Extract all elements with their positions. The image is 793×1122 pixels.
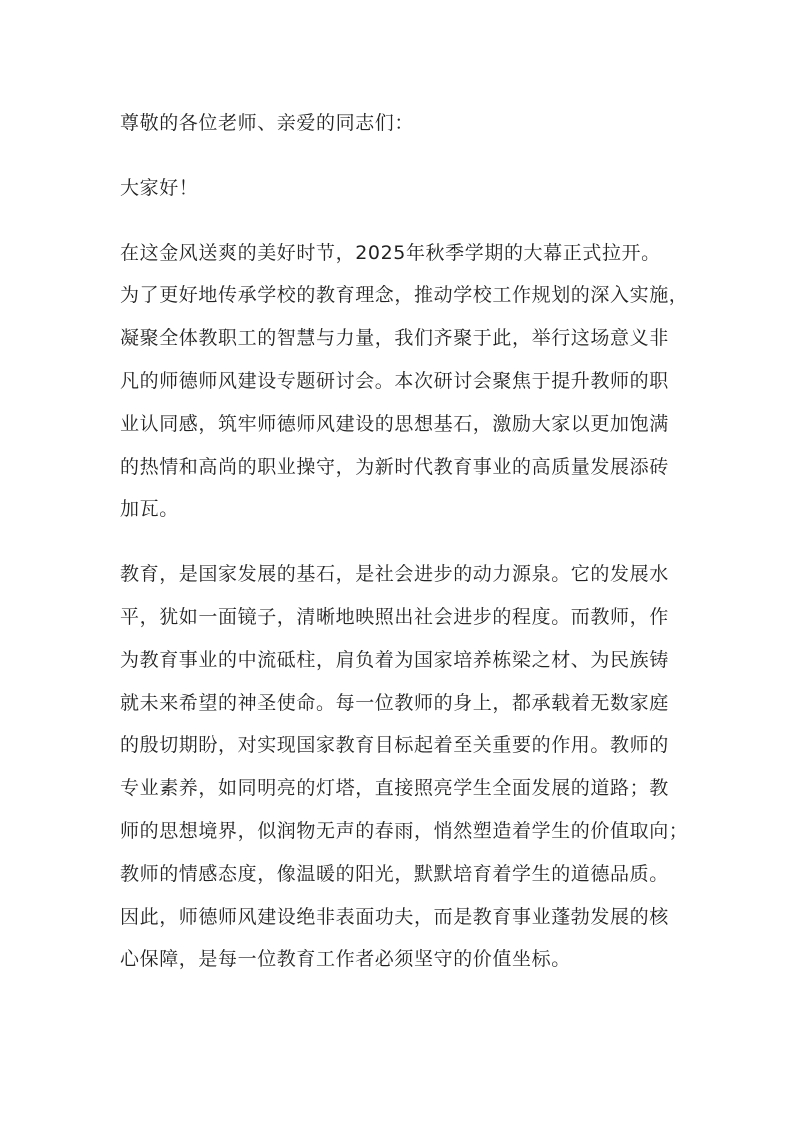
paragraph-line: 的殷切期盼，对实现国家教育目标起着至关重要的作用。教师的 [120, 734, 669, 757]
paragraph-line: 为教育事业的中流砥柱，肩负着为国家培养栋梁之材、为民族铸 [120, 648, 669, 671]
paragraph-line: 加瓦。 [120, 498, 179, 521]
paragraph-line: 师的思想境界，似润物无声的春雨，悄然塑造着学生的价值取向； [120, 819, 689, 842]
paragraph-line: 教育，是国家发展的基石，是社会进步的动力源泉。它的发展水 [120, 563, 669, 586]
document-page [120, 102, 720, 981]
paragraph-line: 因此，师德师风建设绝非表面功夫，而是教育事业蓬勃发展的核 [120, 905, 669, 928]
paragraph-line: 教师的情感态度，像温暖的阳光，默默培育着学生的道德品质。 [120, 862, 669, 885]
salutation: 尊敬的各位老师、亲爱的同志们： [120, 112, 415, 134]
paragraph-line: 心保障，是每一位教育工作者必须坚守的价值坐标。 [120, 948, 571, 971]
paragraph [120, 553, 720, 981]
paragraph-line: 凡的师德师风建设专题研讨会。本次研讨会聚焦于提升教师的职 [120, 369, 669, 392]
greeting-hello: 大家好！ [120, 176, 199, 199]
paragraph-line: 就未来希望的神圣使命。每一位教师的身上，都承载着无数家庭 [120, 691, 669, 714]
paragraph-line: 的热情和高尚的职业操守，为新时代教育事业的高质量发展添砖 [120, 455, 669, 478]
paragraph-line: 业认同感，筑牢师德师风建设的思想基石，激励大家以更加饱满 [120, 412, 669, 435]
body-paragraphs [120, 232, 720, 982]
paragraph-line: 专业素养，如同明亮的灯塔，直接照亮学生全面发展的道路；教 [120, 777, 669, 800]
paragraph-line: 在这金风送爽的美好时节，2025年秋季学期的大幕正式拉开。 [120, 241, 661, 264]
paragraph-line: 凝聚全体教职工的智慧与力量，我们齐聚于此，举行这场意义非 [120, 327, 669, 350]
paragraph [120, 232, 720, 532]
paragraph-line: 为了更好地传承学校的教育理念，推动学校工作规划的深入实施， [120, 284, 689, 307]
paragraph-line: 平，犹如一面镜子，清晰地映照出社会进步的程度。而教师，作 [120, 605, 669, 628]
